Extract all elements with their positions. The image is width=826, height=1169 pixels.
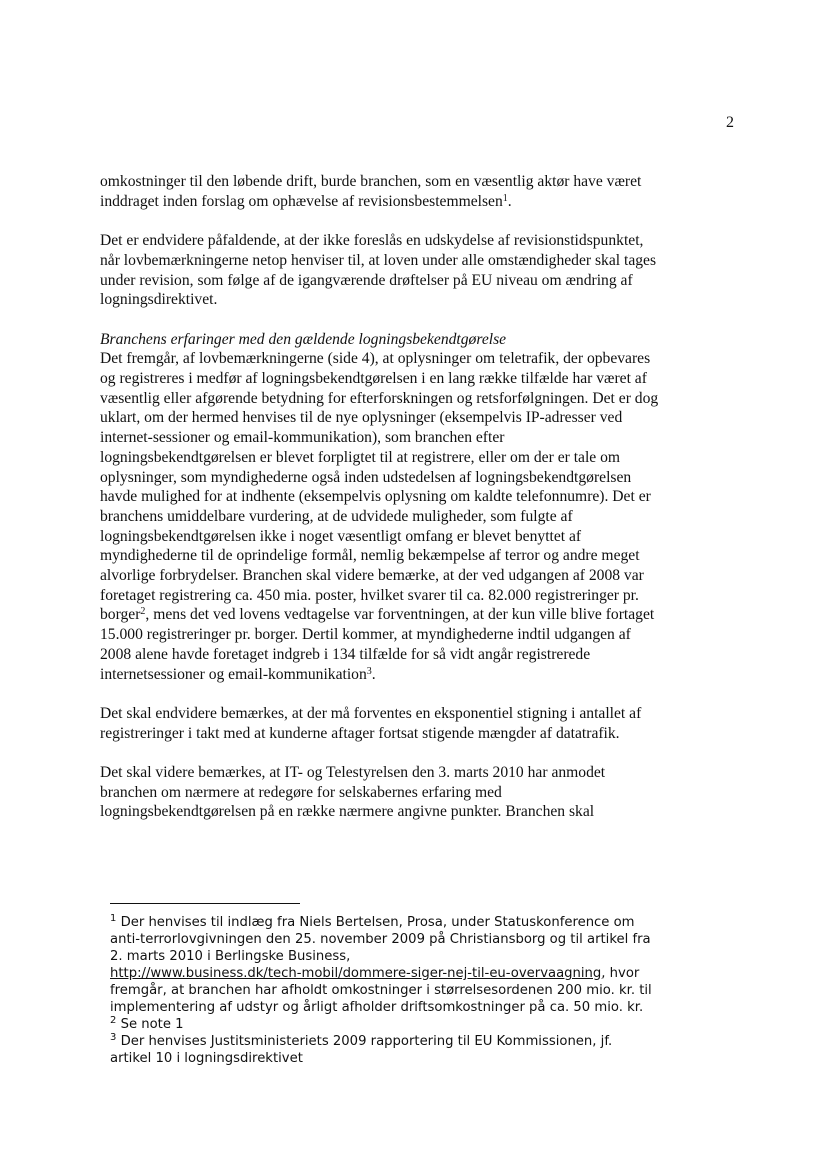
footnotes [110,914,655,1067]
paragraph-2: Det er endvidere påfaldende, at der ikke foreslås en udskydelse af revisionstidspunktet, når lovbemærkningerne netop henviser til, at loven under alle omstændigheder skal tages under revision, som følge af de igangværende drøftelser på EU niveau om ændring af logningsdirektivet. [100,232,657,309]
footnote-1-tail: , hvor fremgår, at branchen har afholdt omkostninger i størrelsesordenen 200 mio. kr. til implementering af udstyr og årligt afholder driftsomkostninger på ca. 50 mio. kr. [110,966,652,1015]
paragraph-1-text: omkostninger til den løbende drift, burde branchen, som en væsentlig aktør have været inddraget inden forslag om ophævelse af revisionsbestemmelsen [100,173,642,210]
footnote-ref-3[interactable]: 3 [366,665,372,677]
footnote-1 [110,914,655,1016]
footnote-2-number: 2 [110,1015,117,1026]
footnote-1-link[interactable]: http://www.business.dk/tech-mobil/dommere-siger-nej-til-eu-overvaagning [110,966,602,981]
paragraph-3-text-b: , mens det ved lovens vedtagelse var forventningen, at der kun ville blive fortaget 15.000 registreringer pr. borger. Dertil kommer, at myndighederne indtil udgangen af 2008 alene havde foretaget indgreb i 134 tilfælde for så vidt angår registrerede internetsessioner og email-kommunikation [100,606,655,683]
paragraph-3 [100,349,660,684]
footnote-3-number: 3 [110,1032,117,1043]
paragraph-3-text-a: Det fremgår, af lovbemærkningerne (side 4), at oplysninger om teletrafik, der opbevares og registreres i medfør af logningsbekendtgørelsen i en lang række tilfælde har været af væsentlig eller afgørende betydning for efterforskningen og retsforfølgningen. Det er dog uklart, om der hermed henvises til de nye oplysninger (eksempelvis IP-adresser ved internet-sessioner og email-kommunikation), som branchen efter logningsbekendtgørelsen er blevet forpligtet til at registrere, eller om der er tale om oplysninger, som myndighederne også inden udstedelsen af logningsbekendtgørelsen havde mulighed for at indhente (eksempelvis oplysning om kaldte telefonnumre). Det er branchens umiddelbare vurdering, at de udvidede muligheder, som fulgte af logningsbekendtgørelsen ikke i noget væsentligt omfang er blevet benyttet af myndighederne til de oprindelige formål, nemlig bekæmpelse af terror og andre meget alvorlige forbrydelser. Branchen skal videre bemærke, at der ved udgangen af 2008 var foretaget registrering ca. 450 mia. poster, hvilket svarer til ca. 82.000 registreringer pr. borger [100,350,659,624]
document-body [100,172,660,822]
paragraph-1 [100,172,660,211]
paragraph-3-end: . [371,665,376,683]
footnote-1-number: 1 [110,913,117,924]
footnote-3 [110,1033,655,1067]
footnote-ref-2[interactable]: 2 [140,606,146,618]
footnote-divider [110,903,300,904]
page-number: 2 [726,114,734,131]
paragraph-1-end: . [507,192,512,210]
footnote-2 [110,1016,655,1033]
footnote-ref-1[interactable]: 1 [502,192,508,204]
footnote-2-text: Se note 1 [116,1017,184,1032]
footnote-3-text: Der henvises Justitsministeriets 2009 rapportering til EU Kommissionen, jf. artikel 10 i logningsdirektivet [110,1034,613,1066]
paragraph-4: Det skal endvidere bemærkes, at der må forventes en eksponentiel stigning i antallet af registreringer i takt med at kunderne aftager fortsat stigende mængder af datatrafik. [100,704,642,742]
paragraph-5: Det skal videre bemærkes, at IT- og Telestyrelsen den 3. marts 2010 har anmodet branchen om nærmere at redegøre for selskabernes erfaring med logningsbekendtgørelsen på en række nærmere angivne punkter. Branchen skal [100,764,606,821]
footnote-1-text: Der henvises til indlæg fra Niels Bertelsen, Prosa, under Statuskonference om anti-terrorlovgivningen den 25. november 2009 på Christiansborg og til artikel fra 2. marts 2010 i Berlingske Business, [110,915,651,964]
section-heading: Branchens erfaringer med den gældende logningsbekendtgørelse [100,330,507,348]
